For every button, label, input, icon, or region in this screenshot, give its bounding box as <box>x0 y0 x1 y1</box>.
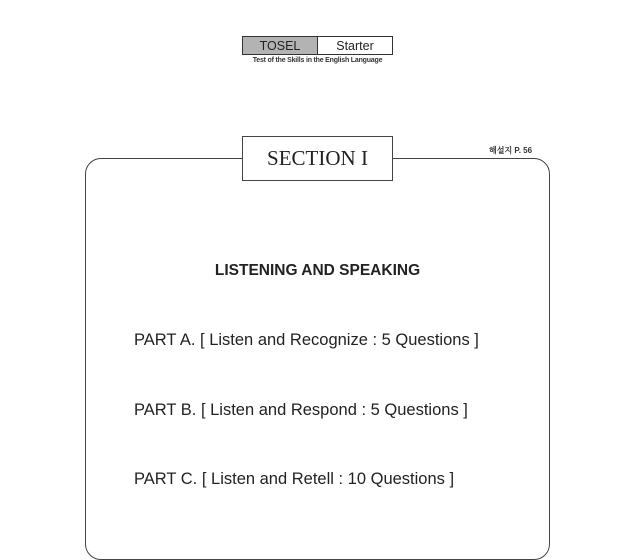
part-b-label: PART B. [ Listen and Respond : 5 Questions ] <box>134 401 468 419</box>
level-label: Starter <box>318 37 392 54</box>
answer-reference: 해설지 P. 56 <box>489 146 533 155</box>
section-title: SECTION I <box>242 136 393 181</box>
part-a-label: PART A. [ Listen and Recognize : 5 Questions ] <box>134 331 479 349</box>
brand-label: TOSEL <box>243 37 318 54</box>
part-c-label: PART C. [ Listen and Retell : 10 Questions ] <box>134 470 455 488</box>
test-header <box>242 36 393 55</box>
section-heading: LISTENING AND SPEAKING <box>214 262 421 279</box>
header-subtitle: Test of the Skills in the English Language <box>252 57 383 64</box>
